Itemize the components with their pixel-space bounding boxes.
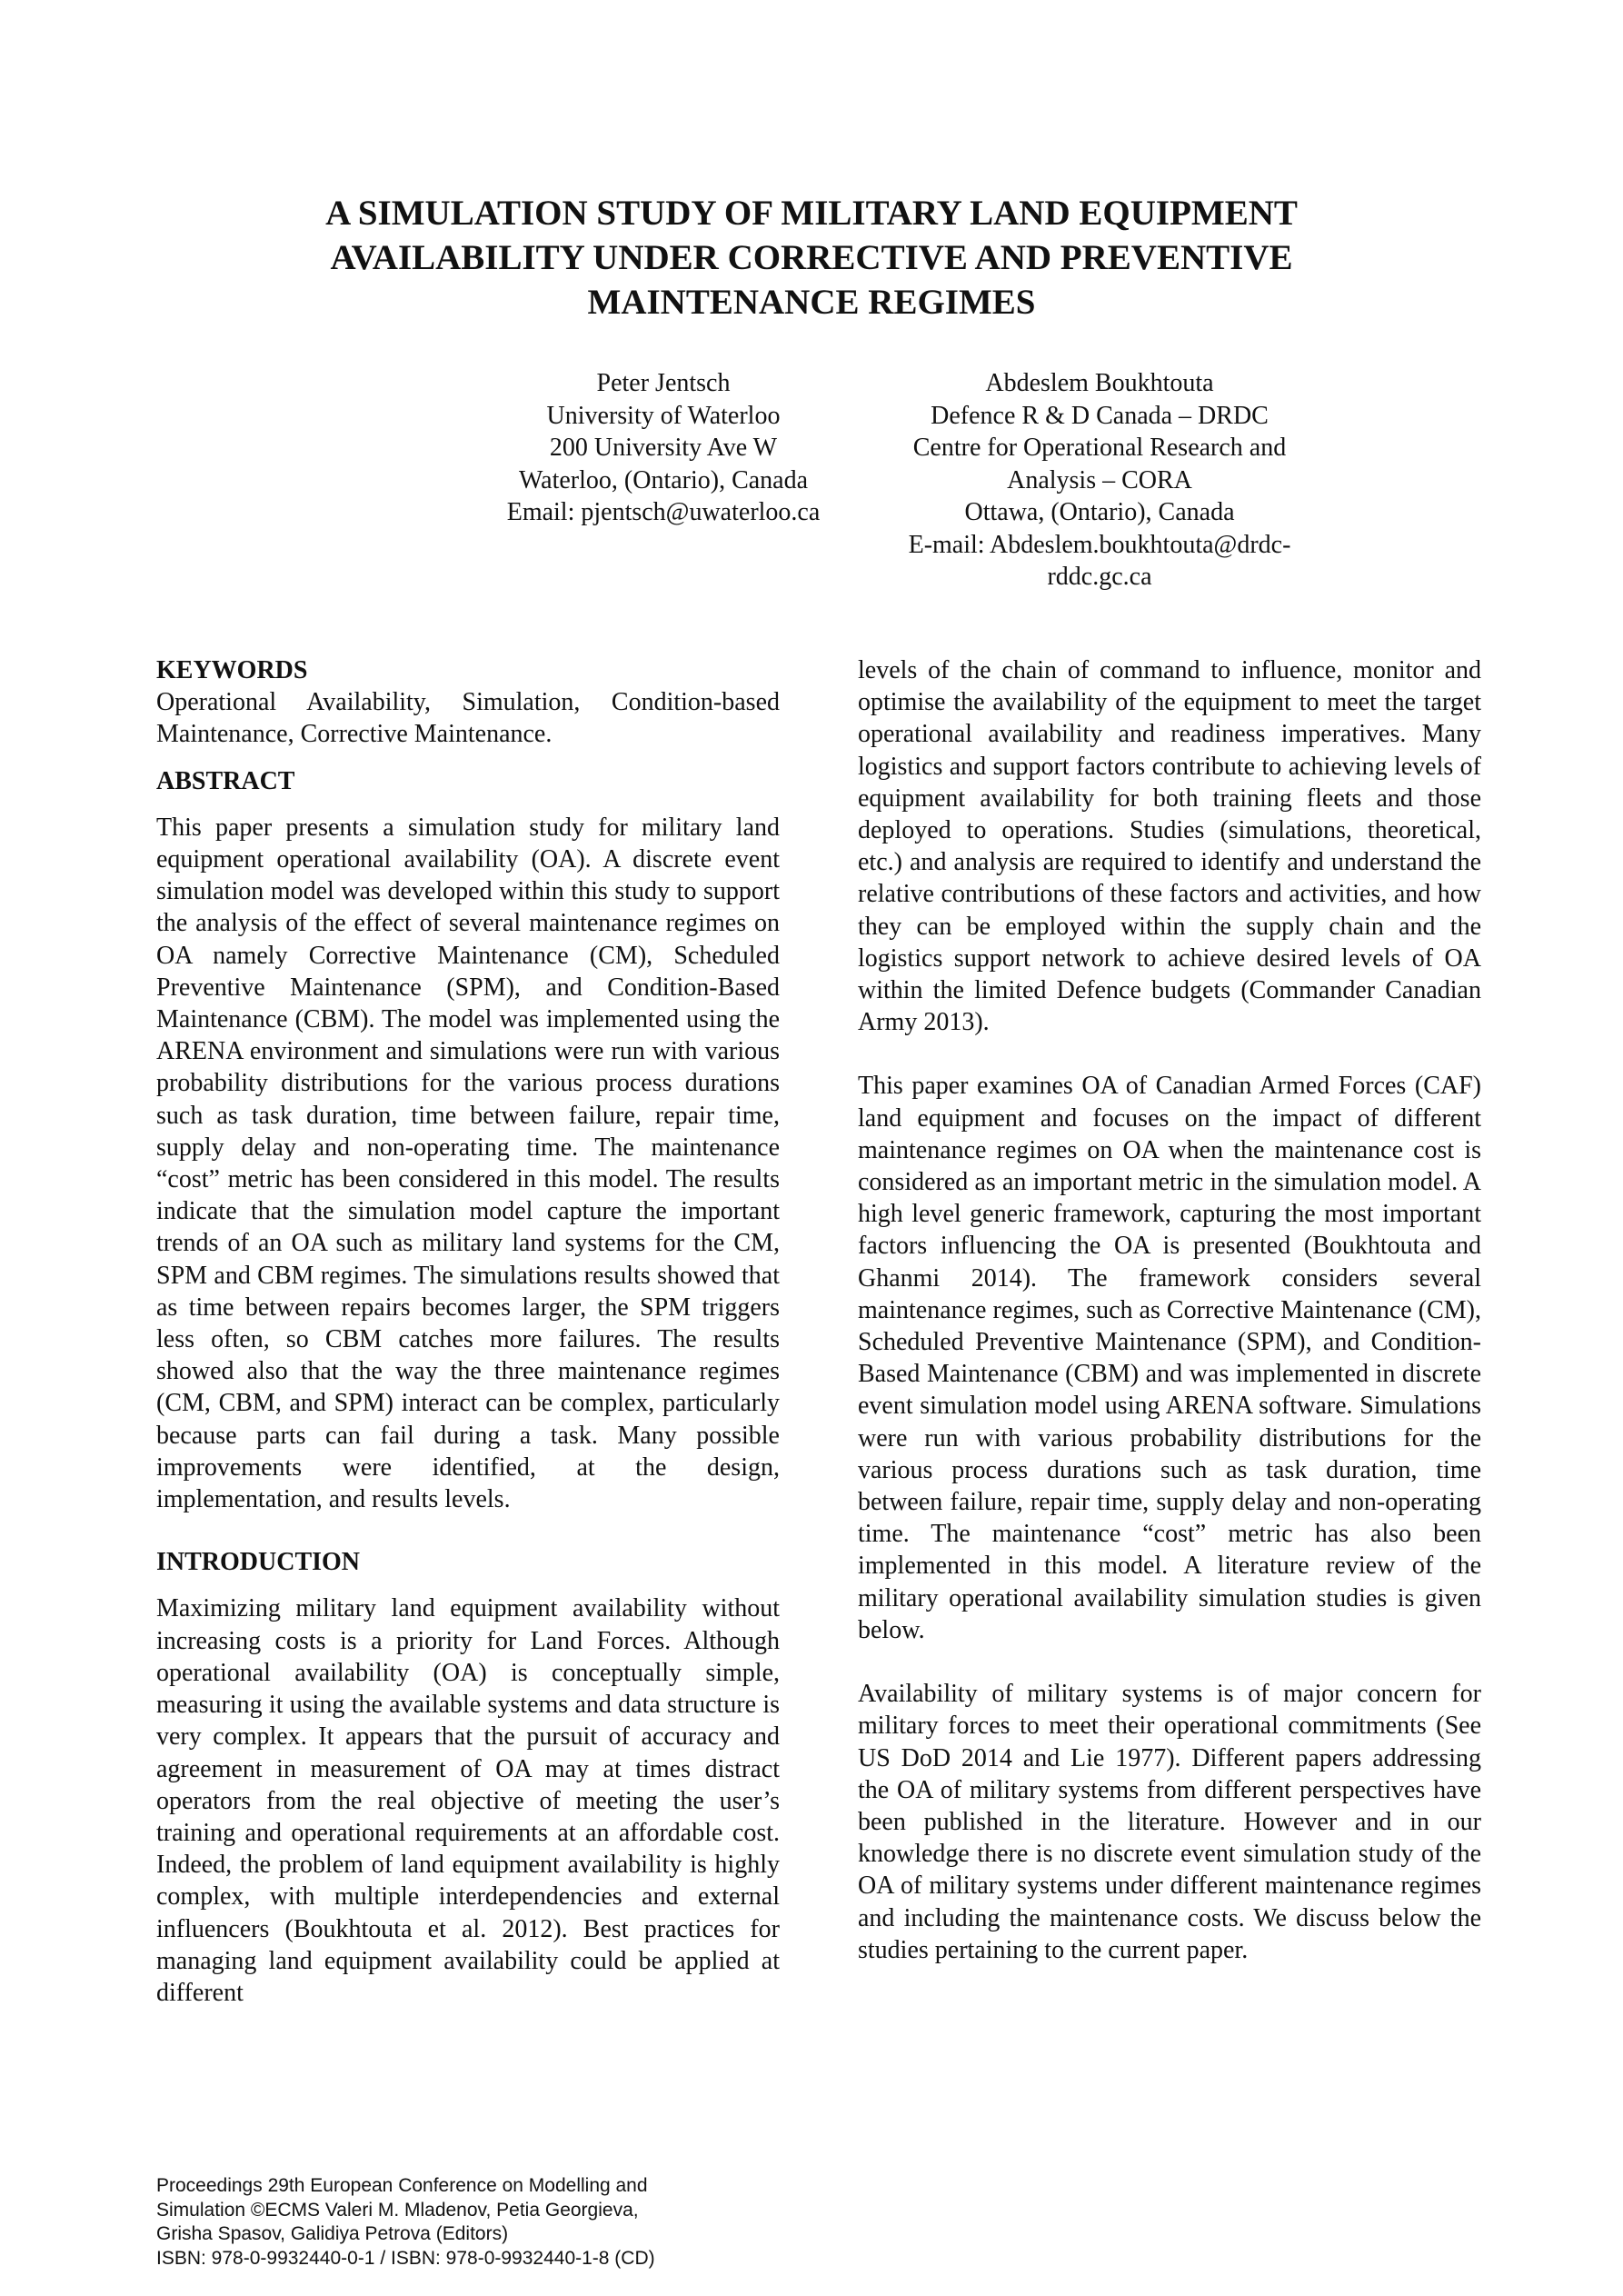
- author-block-jentsch: [454, 367, 872, 529]
- footnote-line: Simulation ©ECMS Valeri M. Mladenov, Petia Georgieva,: [156, 2199, 639, 2221]
- author-affiliation: Analysis – CORA: [1007, 465, 1192, 494]
- author-name: Peter Jentsch: [596, 369, 731, 397]
- left-column: [156, 654, 780, 2009]
- body-paragraph: Availability of military systems is of major concern for military forces to meet their operational commitments (See US DoD 2014 and Lie 1977). Different papers addressing the OA of military systems from different perspectives have been published in the literature. However and in our knowledge there is no discrete event simulation study of the OA of military systems under different maintenance regimes and including the maintenance costs. We discuss below the studies pertaining to the current paper.: [858, 1680, 1481, 1964]
- author-affiliation: University of Waterloo: [546, 401, 781, 430]
- author-address: Waterloo, (Ontario), Canada: [518, 465, 809, 494]
- right-column: [858, 654, 1481, 1966]
- author-address: 200 University Ave W: [549, 434, 778, 462]
- paper-title: [218, 191, 1405, 324]
- title-line: MAINTENANCE REGIMES: [587, 283, 1036, 322]
- abstract-heading: ABSTRACT: [156, 766, 295, 795]
- keywords-heading: KEYWORDS: [156, 656, 308, 684]
- footnote-line: Proceedings 29th European Conference on Modelling and: [156, 2175, 648, 2196]
- body-paragraph: This paper examines OA of Canadian Armed Forces (CAF) land equipment and focuses on the impact of different maintenance regimes on OA when the maintenance cost is considered as an important metric in the simulation model. A high level generic framework, capturing the most important factors influencing the OA is presented (Boukhtouta and Ghanmi 2014). The framework considers several maintenance regimes, such as Corrective Maintenance (CM), Scheduled Preventive Maintenance (SPM), and Condition-Based Maintenance (CBM) and was implemented in discrete event simulation model using ARENA software. Simulations were run with various probability distributions for the various process durations such as task duration, time between failure, repair time, supply delay and non-operating time. The maintenance “cost” metric has also been implemented in this model. A literature review of the military operational availability simulation studies is given below.: [858, 1072, 1481, 1644]
- keywords-text: Operational Availability, Simulation, Condition-based Maintenance, Corrective Maintenance.: [156, 688, 780, 749]
- title-line: AVAILABILITY UNDER CORRECTIVE AND PREVENTIVE: [330, 238, 1293, 277]
- introduction-text: Maximizing military land equipment availability without increasing costs is a priority for Land Forces. Although operational availability (OA) is conceptually simple, measuring it using the available systems and data structure is very complex. It appears that the pursuit of accuracy and agreement in measurement of OA may at times distract operators from the real objective of meeting the user’s training and operational requirements at an affordable cost. Indeed, the problem of land equipment availability is highly complex, with multiple interdependencies and external influencers (Boukhtouta et al. 2012). Best practices for managing land equipment availability could be applied at different: [156, 1594, 780, 2007]
- title-line: A SIMULATION STUDY OF MILITARY LAND EQUIPMENT: [325, 194, 1298, 233]
- author-address: Ottawa, (Ontario), Canada: [964, 498, 1235, 526]
- author-affiliation: Defence R & D Canada – DRDC: [931, 401, 1269, 430]
- author-email: rddc.gc.ca: [1047, 563, 1152, 591]
- footnote-line: Grisha Spasov, Galidiya Petrova (Editors): [156, 2223, 509, 2244]
- proceedings-footnote: [156, 2174, 792, 2271]
- author-affiliation: Centre for Operational Research and: [912, 434, 1287, 462]
- author-email: E-mail: Abdeslem.boukhtouta@drdc-: [908, 530, 1291, 559]
- author-block-boukhtouta: [863, 367, 1336, 594]
- footnote-isbn: ISBN: 978-0-9932440-0-1 / ISBN: 978-0-9932440-1-8 (CD): [156, 2247, 655, 2269]
- abstract-text: This paper presents a simulation study for military land equipment operational availability (OA). A discrete event simulation model was developed within this study to support the analysis of the effect of several maintenance regimes on OA namely Corrective Maintenance (CM), Scheduled Preventive Maintenance (SPM), and Condition-Based Maintenance (CBM). The model was implemented using the ARENA environment and simulations were run with various probability distributions for the various process durations such as task duration, time between failure, repair time, supply delay and non-operating time. The maintenance “cost” metric has been considered in this model. The results indicate that the simulation model capture the important trends of an OA such as military land systems for the CM, SPM and CBM regimes. The simulations results showed that as time between repairs becomes larger, the SPM triggers less often, so CBM catches more failures. The results showed also that the way the three maintenance regimes (CM, CBM, and SPM) interact can be complex, particularly because parts can fail during a task. Many possible improvements were identified, at the design, implementation, and results levels.: [156, 813, 780, 1514]
- introduction-heading: INTRODUCTION: [156, 1548, 361, 1577]
- author-email: Email: pjentsch@uwaterloo.ca: [506, 498, 821, 526]
- body-paragraph: levels of the chain of command to influence, monitor and optimise the availability of the equipment to meet the target operational availability and readiness imperatives. Many logistics and support factors contribute to achieving levels of equipment availability for both training fleets and those deployed to operations. Studies (simulations, theoretical, etc.) and analysis are required to identify and understand the relative contributions of these factors and activities, and how they can be employed within the supply chain and the logistics support network to achieve desired levels of OA within the limited Defence budgets (Commander Canadian Army 2013).: [858, 656, 1481, 1037]
- author-name: Abdeslem Boukhtouta: [985, 369, 1214, 397]
